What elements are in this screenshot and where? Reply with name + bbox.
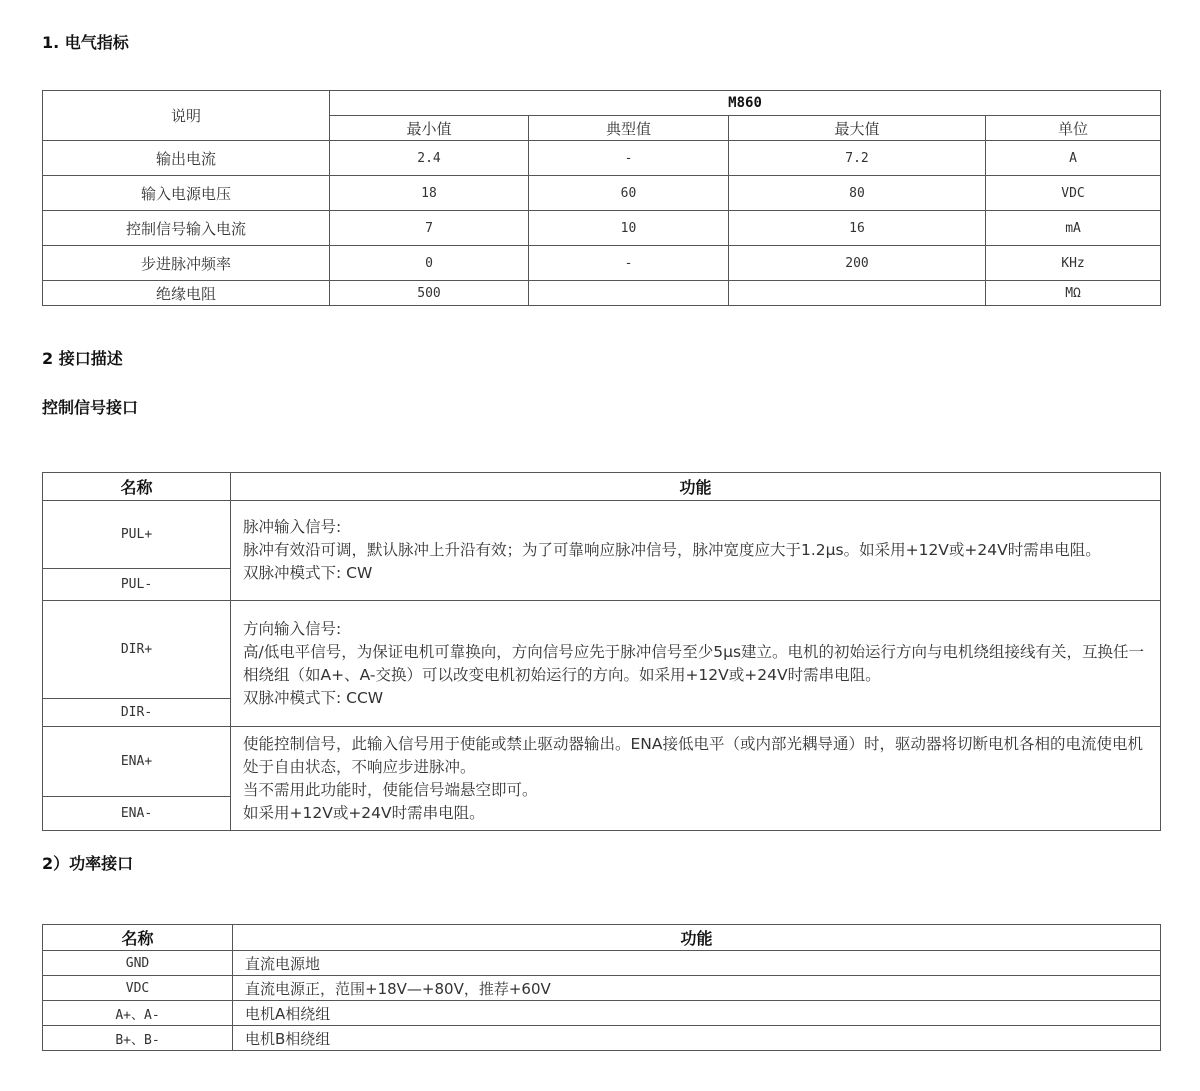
spec-row xyxy=(43,246,1161,281)
signal-desc-dir xyxy=(231,601,1161,727)
power-row-name: A+、A- xyxy=(43,1001,233,1026)
spec-row-unit: VDC xyxy=(986,176,1161,211)
spec-row-unit: MΩ xyxy=(986,281,1161,306)
spec-row-max: 200 xyxy=(729,246,986,281)
signal-name-ena-minus: ENA- xyxy=(43,797,231,831)
section3-title: 2）功率接口 xyxy=(42,854,134,873)
spec-row-name: 步进脉冲频率 xyxy=(43,246,330,281)
power-row-name: VDC xyxy=(43,976,233,1001)
table-row xyxy=(43,727,1161,797)
power-row-name: B+、B- xyxy=(43,1026,233,1051)
spec-row-name: 输入电源电压 xyxy=(43,176,330,211)
power-row-func: 电机B相绕组 xyxy=(233,1026,1161,1051)
spec-col-max: 最大值 xyxy=(729,116,986,141)
spec-row-min: 2.4 xyxy=(330,141,529,176)
desc-line: 脉冲有效沿可调，默认脉冲上升沿有效；为了可靠响应脉冲信号，脉冲宽度应大于1.2μs。如采用+12V或+24V时需串电阻。 xyxy=(243,541,1101,559)
section2-title: 2 接口描述 xyxy=(42,349,123,368)
spec-row-min: 0 xyxy=(330,246,529,281)
signal-name-dir-plus: DIR+ xyxy=(43,601,231,699)
signal-name-pul-plus: PUL+ xyxy=(43,501,231,569)
spec-row-max xyxy=(729,281,986,306)
spec-col-typ: 典型值 xyxy=(529,116,729,141)
table-row xyxy=(43,1026,1161,1051)
control-header-func: 功能 xyxy=(231,473,1161,501)
desc-line: 脉冲输入信号: xyxy=(243,518,342,536)
power-row-func: 直流电源地 xyxy=(233,951,1161,976)
spec-row-typ: - xyxy=(529,141,729,176)
signal-name-dir-minus: DIR- xyxy=(43,699,231,727)
control-header-name: 名称 xyxy=(43,473,231,501)
spec-row-typ: 60 xyxy=(529,176,729,211)
table-row xyxy=(43,601,1161,699)
spec-row-min: 18 xyxy=(330,176,529,211)
spec-row xyxy=(43,141,1161,176)
spec-model-header: M860 xyxy=(330,91,1161,116)
table-row xyxy=(43,1001,1161,1026)
spec-row-max: 7.2 xyxy=(729,141,986,176)
desc-line: 使能控制信号，此输入信号用于使能或禁止驱动器输出。ENA接低电平（或内部光耦导通）时，驱动器将切断电机各相的电流使电机处于自由状态，不响应步进脉冲。 xyxy=(243,734,1143,776)
table-row xyxy=(43,951,1161,976)
spec-col-unit: 单位 xyxy=(986,116,1161,141)
spec-row-name: 控制信号输入电流 xyxy=(43,211,330,246)
spec-row xyxy=(43,281,1161,306)
spec-row xyxy=(43,211,1161,246)
power-header-func: 功能 xyxy=(233,925,1161,951)
desc-line: 方向输入信号: xyxy=(243,619,342,638)
signal-desc-pul xyxy=(231,501,1161,601)
control-signal-table xyxy=(42,472,1161,831)
signal-name-ena-plus: ENA+ xyxy=(43,727,231,797)
spec-row-max: 80 xyxy=(729,176,986,211)
power-row-func: 电机A相绕组 xyxy=(233,1001,1161,1026)
desc-line: 当不需用此功能时，使能信号端悬空即可。 xyxy=(243,780,538,799)
power-interface-table xyxy=(42,924,1161,1051)
spec-row-name: 输出电流 xyxy=(43,141,330,176)
section1-title: 1. 电气指标 xyxy=(42,33,129,52)
desc-line: 高/低电平信号，为保证电机可靠换向，方向信号应先于脉冲信号至少5μs建立。电机的初始运行方向与电机绕组接线有关，互换任一相绕组（如A+、A-交换）可以改变电机初始运行的方向。如采用+12V或+24V时需串电阻。 xyxy=(243,642,1145,684)
spec-row-name: 绝缘电阻 xyxy=(43,281,330,306)
spec-row-typ: 10 xyxy=(529,211,729,246)
spec-row-min: 7 xyxy=(330,211,529,246)
spec-row xyxy=(43,176,1161,211)
spec-row-unit: A xyxy=(986,141,1161,176)
spec-row-typ: - xyxy=(529,246,729,281)
desc-line: 双脉冲模式下: CW xyxy=(243,564,373,582)
table-row xyxy=(43,501,1161,569)
spec-row-max: 16 xyxy=(729,211,986,246)
power-row-name: GND xyxy=(43,951,233,976)
signal-name-pul-minus: PUL- xyxy=(43,569,231,601)
desc-line: 如采用+12V或+24V时需串电阻。 xyxy=(243,803,485,822)
desc-line: 双脉冲模式下: CCW xyxy=(243,688,384,707)
power-row-func: 直流电源正，范围+18V—+80V，推荐+60V xyxy=(233,976,1161,1001)
signal-desc-ena xyxy=(231,727,1161,831)
spec-row-unit: mA xyxy=(986,211,1161,246)
power-header-name: 名称 xyxy=(43,925,233,951)
spec-desc-header: 说明 xyxy=(43,91,330,141)
spec-row-unit: KHz xyxy=(986,246,1161,281)
spec-col-min: 最小值 xyxy=(330,116,529,141)
spec-row-typ xyxy=(529,281,729,306)
section2-subtitle: 控制信号接口 xyxy=(42,398,139,417)
table-row xyxy=(43,976,1161,1001)
electrical-spec-table xyxy=(42,90,1161,306)
spec-row-min: 500 xyxy=(330,281,529,306)
